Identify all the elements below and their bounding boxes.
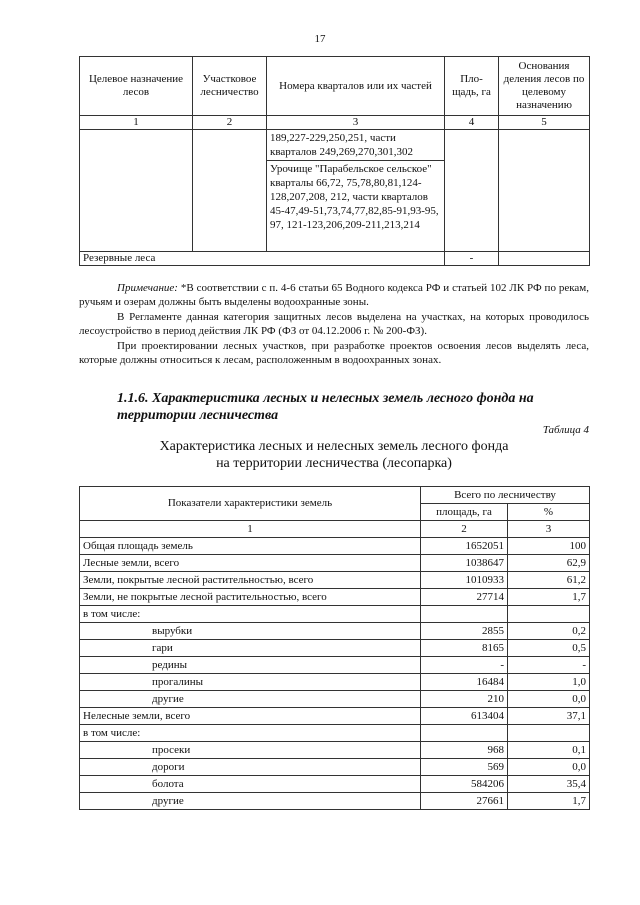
row-label: в том числе: [80, 606, 421, 623]
table-row [80, 776, 590, 793]
row-area: 968 [421, 742, 508, 759]
table-row [80, 589, 590, 606]
table-row [80, 623, 590, 640]
table-row [80, 759, 590, 776]
table-row [80, 640, 590, 657]
regulation-paragraph: В Регламенте данная категория защитных лесов выделена на участках, на которых проводилось лесоустройство в период действия ЛК РФ (ФЗ от 04.12.2006 г. № 200-ФЗ). [79, 311, 589, 337]
row-percent [508, 725, 590, 742]
row-percent [508, 606, 590, 623]
design-paragraph: При проектировании лесных участков, при разработке проектов освоения лесов выделять леса, которые должны относиться к лесам, расположенным в водоохранных зонах. [79, 340, 589, 366]
reserve-forest-label: Резервные леса [80, 252, 445, 266]
table-row [80, 708, 590, 725]
note-label: Примечание: [117, 282, 178, 294]
note-text: *В соответствии с п. 4-6 статьи 65 Водного кодекса РФ и статьей 102 ЛК РФ по рекам, ручьям и озерам должны быть выделены водоохранные зоны. [79, 282, 589, 308]
header-percent: % [508, 504, 590, 521]
row-percent: 1,0 [508, 674, 590, 691]
col-number: 2 [193, 116, 267, 130]
quarters-cell [267, 130, 445, 252]
note-paragraph [79, 281, 589, 309]
header-district: Участковое лесничество [193, 57, 267, 116]
header-basis: Основания деления лесов по целевому назначению [499, 57, 590, 116]
row-area: - [421, 657, 508, 674]
col-number: 3 [508, 521, 590, 538]
row-percent: 61,2 [508, 572, 590, 589]
table-row [80, 657, 590, 674]
table-title [79, 438, 589, 472]
row-percent: 0,0 [508, 759, 590, 776]
table-row [80, 742, 590, 759]
row-area: 1652051 [421, 538, 508, 555]
row-area [421, 725, 508, 742]
row-area: 27661 [421, 793, 508, 810]
row-label: прогалины [80, 674, 421, 691]
reserve-forest-basis [499, 252, 590, 266]
row-area: 8165 [421, 640, 508, 657]
row-percent: 1,7 [508, 793, 590, 810]
row-area: 613404 [421, 708, 508, 725]
row-area: 27714 [421, 589, 508, 606]
row-percent: 0,5 [508, 640, 590, 657]
row-label: редины [80, 657, 421, 674]
row-percent: 100 [508, 538, 590, 555]
reserve-forest-area: - [445, 252, 499, 266]
header-purpose: Целевое назначение лесов [80, 57, 193, 116]
row-percent: 37,1 [508, 708, 590, 725]
header-area: Пло-щадь, га [445, 57, 499, 116]
header-total: Всего по лесничеству [421, 487, 590, 504]
row-percent: 35,4 [508, 776, 590, 793]
header-indicator: Показатели характеристики земель [80, 487, 421, 521]
row-label: Земли, покрытые лесной растительностью, всего [80, 572, 421, 589]
col-number: 3 [267, 116, 445, 130]
section-heading: 1.1.6. Характеристика лесных и нелесных земель лесного фонда на территории лесничества [117, 391, 534, 423]
row-area [421, 606, 508, 623]
table-label: Таблица 4 [542, 424, 589, 436]
basis-cell [499, 130, 590, 252]
table-row [80, 538, 590, 555]
table-body [80, 538, 590, 810]
table-row [80, 606, 590, 623]
page-number: 17 [314, 33, 326, 45]
row-area: 16484 [421, 674, 508, 691]
purpose-cell [80, 130, 193, 252]
header-quarters: Номера кварталов или их частей [267, 57, 445, 116]
row-area: 584206 [421, 776, 508, 793]
row-area: 569 [421, 759, 508, 776]
row-percent: 62,9 [508, 555, 590, 572]
col-number: 2 [421, 521, 508, 538]
forest-purpose-table [79, 56, 590, 266]
row-label: в том числе: [80, 725, 421, 742]
row-label: Лесные земли, всего [80, 555, 421, 572]
row-label: Земли, не покрытые лесной растительностью, всего [80, 589, 421, 606]
quarters-part: Урочище "Парабельское сельское" кварталы 66,72, 75,78,80,81,124-128,207,208, 212, части кварталов 45-47,49-51,73,74,77,82,85-91,93-95, 97, 121-123,206,209-211,213,214 [267, 160, 444, 233]
row-label: Общая площадь земель [80, 538, 421, 555]
row-label: вырубки [80, 623, 421, 640]
row-percent: 0,2 [508, 623, 590, 640]
row-area: 1038647 [421, 555, 508, 572]
table-row [80, 725, 590, 742]
row-label: другие [80, 793, 421, 810]
row-area: 210 [421, 691, 508, 708]
row-percent: - [508, 657, 590, 674]
col-number: 1 [80, 116, 193, 130]
row-percent: 0,1 [508, 742, 590, 759]
header-area: площадь, га [421, 504, 508, 521]
land-characteristics-table [79, 486, 590, 810]
col-number: 5 [499, 116, 590, 130]
table-title-line: на территории лесничества (лесопарка) [216, 456, 452, 471]
row-label: просеки [80, 742, 421, 759]
row-label: болота [80, 776, 421, 793]
table-row [80, 793, 590, 810]
row-label: Нелесные земли, всего [80, 708, 421, 725]
table-row [80, 572, 590, 589]
table-title-line: Характеристика лесных и нелесных земель лесного фонда [159, 439, 509, 454]
table-row [80, 674, 590, 691]
table-row [80, 691, 590, 708]
col-number: 4 [445, 116, 499, 130]
row-area: 2855 [421, 623, 508, 640]
quarters-part: 189,227-229,250,251, части кварталов 249,269,270,301,302 [270, 132, 413, 158]
table-row [80, 555, 590, 572]
row-label: другие [80, 691, 421, 708]
col-number: 1 [80, 521, 421, 538]
row-label: гари [80, 640, 421, 657]
row-percent: 1,7 [508, 589, 590, 606]
row-percent: 0,0 [508, 691, 590, 708]
district-cell [193, 130, 267, 252]
row-label: дороги [80, 759, 421, 776]
area-cell [445, 130, 499, 252]
row-area: 1010933 [421, 572, 508, 589]
